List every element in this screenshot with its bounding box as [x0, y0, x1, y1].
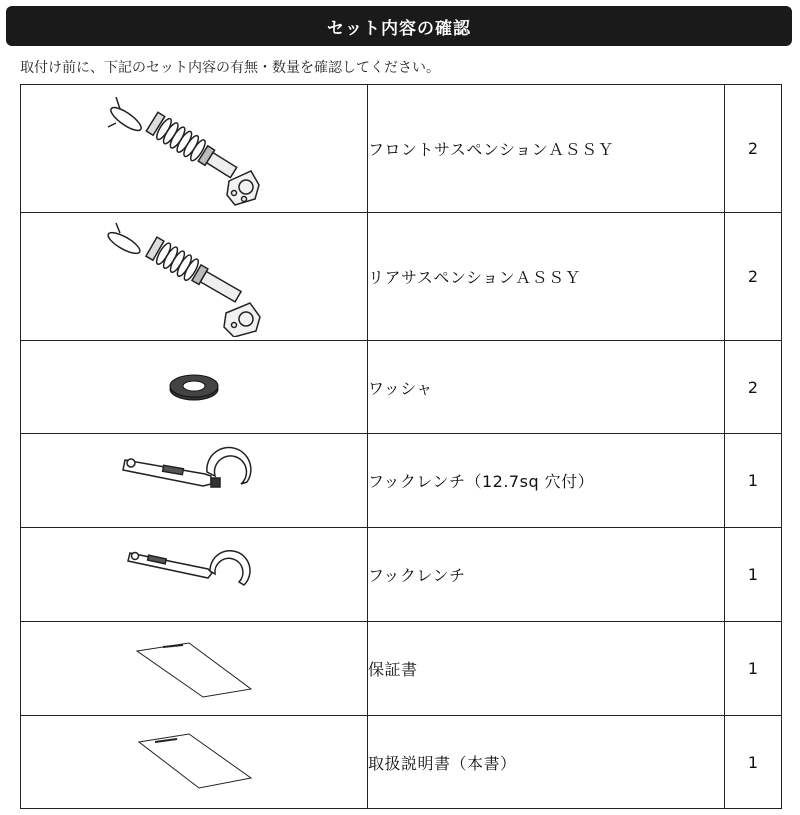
item-quantity: 1	[725, 528, 782, 622]
table-row	[21, 213, 782, 341]
front-suspension-icon	[94, 89, 294, 209]
item-quantity: 1	[725, 716, 782, 809]
parts-table	[20, 84, 782, 809]
page-title: セット内容の確認	[327, 18, 471, 39]
item-name: フロントサスペンションＡＳＳＹ	[368, 85, 725, 213]
hook-wrench-icon	[124, 545, 264, 605]
warranty-card-icon	[129, 639, 259, 699]
item-quantity: 1	[725, 434, 782, 528]
table-row	[21, 716, 782, 809]
rear-suspension-icon	[94, 217, 294, 337]
washer-icon	[154, 362, 234, 412]
section-header	[6, 6, 792, 46]
table-row	[21, 622, 782, 716]
item-quantity: 2	[725, 341, 782, 434]
table-row	[21, 434, 782, 528]
table-row	[21, 341, 782, 434]
item-quantity: 2	[725, 213, 782, 341]
item-name: リアサスペンションＡＳＳＹ	[368, 213, 725, 341]
item-name: フックレンチ	[368, 528, 725, 622]
item-name: 取扱説明書（本書）	[368, 716, 725, 809]
item-quantity: 2	[725, 85, 782, 213]
instruction-manual-icon	[129, 732, 259, 792]
intro-text: 取付け前に、下記のセット内容の有無・数量を確認してください。	[20, 60, 440, 76]
item-quantity: 1	[725, 622, 782, 716]
item-name: ワッシャ	[368, 341, 725, 434]
item-name: 保証書	[368, 622, 725, 716]
item-name: フックレンチ（12.7sq 穴付）	[368, 434, 725, 528]
table-row	[21, 85, 782, 213]
hook-wrench-with-hole-icon	[119, 446, 269, 516]
table-row	[21, 528, 782, 622]
